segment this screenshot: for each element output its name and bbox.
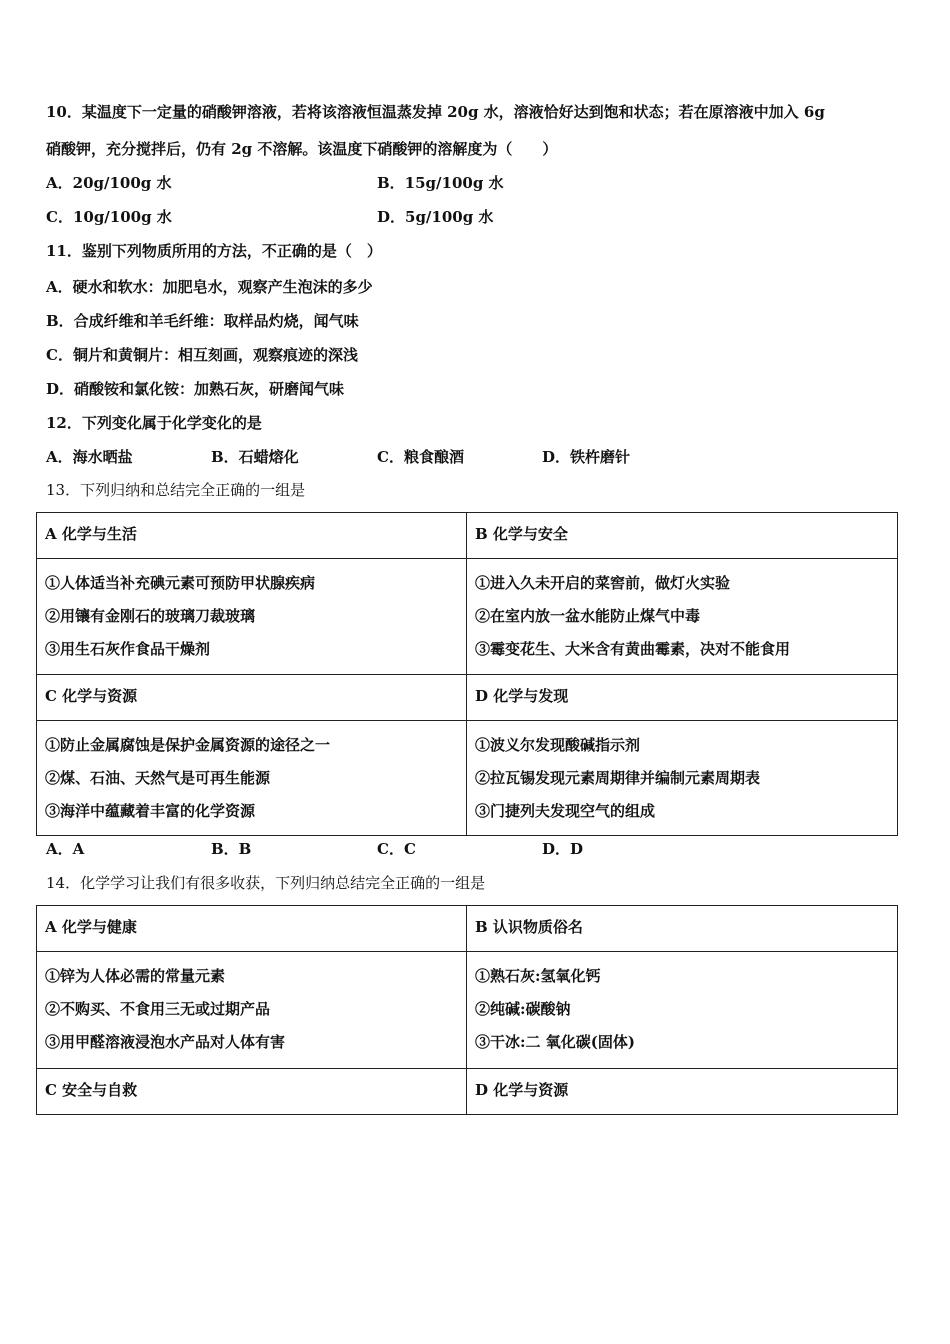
q13-cell-c-body [37, 721, 467, 836]
q13-d-item-1: ①波义尔发现酸碱指示剂 [475, 736, 641, 754]
q10-option-c: C．10g/100g 水 [46, 208, 172, 226]
q13-a-item-1: ①人体适当补充碘元素可预防甲状腺疾病 [45, 574, 316, 592]
q12-option-c: C．粮食酿酒 [377, 448, 464, 466]
q10-stem-line1: 10．某温度下一定量的硝酸钾溶液，若将该溶液恒温蒸发掉 20g 水，溶液恰好达到饱和状态；若在原溶液中加入 6g [46, 103, 825, 121]
q13-table [36, 512, 898, 836]
q13-b-item-3: ③霉变花生、大米含有黄曲霉素，决对不能食用 [475, 640, 791, 658]
q13-stem: 13．下列归纳和总结完全正确的一组是 [46, 481, 306, 499]
q14-b-item-1: ①熟石灰:氢氧化钙 [475, 967, 601, 985]
q13-b-item-2: ②在室内放一盆水能防止煤气中毒 [475, 607, 701, 625]
q13-option-c: C．C [377, 840, 416, 858]
q13-cell-d-title: D 化学与发现 [467, 675, 898, 721]
q13-option-a: A．A [46, 840, 85, 858]
q14-b-item-3: ③干冰:二 氧化碳(固体) [475, 1033, 635, 1051]
q13-option-b: B．B [211, 840, 252, 858]
q14-a-item-3: ③用甲醛溶液浸泡水产品对人体有害 [45, 1033, 286, 1051]
q13-d-item-3: ③门捷列夫发现空气的组成 [475, 802, 656, 820]
q14-a-item-1: ①锌为人体必需的常量元素 [45, 967, 226, 985]
q13-cell-a-title: A 化学与生活 [37, 513, 467, 559]
q12-option-b: B．石蜡熔化 [211, 448, 299, 466]
q14-cell-c-title: C 安全与自救 [37, 1069, 467, 1115]
q13-cell-d-body [467, 721, 898, 836]
q13-c-item-2: ②煤、石油、天然气是可再生能源 [45, 769, 271, 787]
q11-option-b: B．合成纤维和羊毛纤维：取样品灼烧，闻气味 [46, 312, 359, 330]
q14-cell-a-title: A 化学与健康 [37, 906, 467, 952]
q12-option-a: A．海水晒盐 [46, 448, 133, 466]
q13-c-item-1: ①防止金属腐蚀是保护金属资源的途径之一 [45, 736, 331, 754]
q14-a-item-2: ②不购买、不食用三无或过期产品 [45, 1000, 271, 1018]
q10-option-d: D．5g/100g 水 [377, 208, 494, 226]
q14-cell-a-body [37, 952, 467, 1069]
q11-option-c: C．铜片和黄铜片：相互刻画，观察痕迹的深浅 [46, 346, 358, 364]
q13-b-item-1: ①进入久未开启的菜窖前，做灯火实验 [475, 574, 731, 592]
q13-cell-c-title: C 化学与资源 [37, 675, 467, 721]
q14-b-item-2: ②纯碱:碳酸钠 [475, 1000, 571, 1018]
q14-cell-b-body [467, 952, 898, 1069]
q13-d-item-2: ②拉瓦锡发现元素周期律并编制元素周期表 [475, 769, 761, 787]
q13-option-d: D．D [542, 840, 584, 858]
q10-stem-line2: 硝酸钾，充分搅拌后，仍有 2g 不溶解。该温度下硝酸钾的溶解度为（ ） [46, 140, 558, 158]
q13-a-item-3: ③用生石灰作食品干燥剂 [45, 640, 211, 658]
q13-cell-b-title: B 化学与安全 [467, 513, 898, 559]
q14-stem: 14．化学学习让我们有很多收获，下列归纳总结完全正确的一组是 [46, 874, 486, 892]
q14-cell-b-title: B 认识物质俗名 [467, 906, 898, 952]
q13-c-item-3: ③海洋中蕴藏着丰富的化学资源 [45, 802, 256, 820]
q13-cell-a-body [37, 559, 467, 675]
q13-cell-b-body [467, 559, 898, 675]
q11-option-a: A．硬水和软水：加肥皂水，观察产生泡沫的多少 [46, 278, 373, 296]
q11-option-d: D．硝酸铵和氯化铵：加熟石灰，研磨闻气味 [46, 380, 345, 398]
q10-option-b: B．15g/100g 水 [377, 174, 504, 192]
q12-option-d: D．铁杵磨针 [542, 448, 631, 466]
q10-option-a: A．20g/100g 水 [46, 174, 172, 192]
q11-stem: 11．鉴别下列物质所用的方法，不正确的是（ ） [46, 242, 382, 260]
q14-cell-d-title: D 化学与资源 [467, 1069, 898, 1115]
q14-table [36, 905, 898, 1115]
q12-stem: 12．下列变化属于化学变化的是 [46, 414, 262, 432]
q13-a-item-2: ②用镶有金刚石的玻璃刀裁玻璃 [45, 607, 256, 625]
